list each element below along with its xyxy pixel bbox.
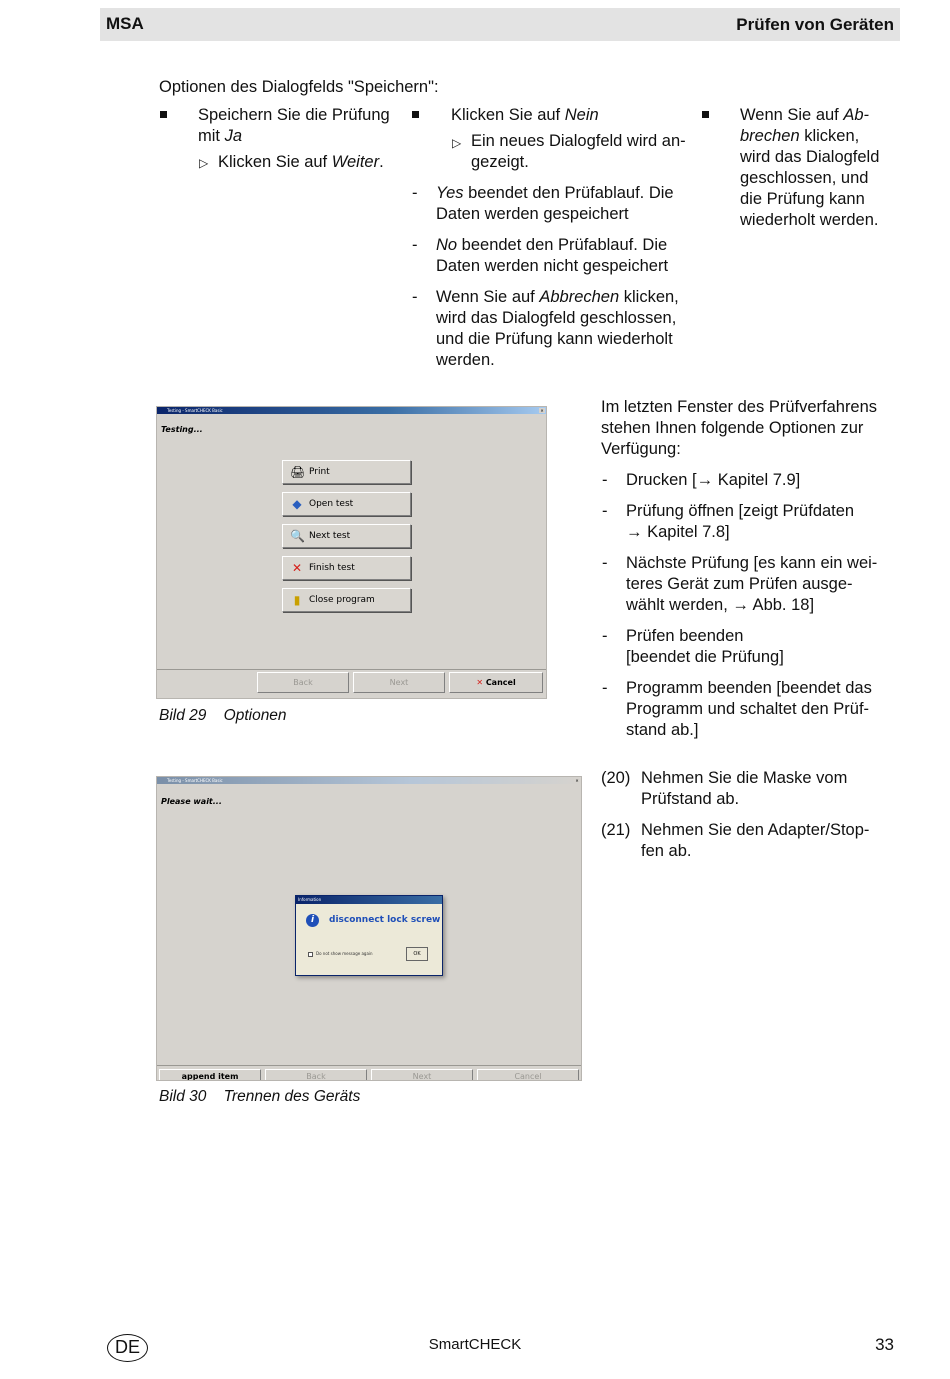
printer-icon: 🖨 (290, 465, 306, 479)
open-test-button[interactable]: ◆ Open test (282, 492, 411, 516)
diamond-icon: ◆ (292, 497, 302, 511)
option-open-test: Prüfung öffnen [zeigt Prüfdaten → Kapitel 7.8] (626, 502, 855, 541)
col2-option-cancel: Wenn Sie auf Abbrechen klicken, wird das Dialogfeld geschlossen, und die Prüfung kann wiederholt werden. (436, 288, 679, 369)
options-window-screenshot (156, 406, 547, 699)
page-header (100, 8, 900, 41)
window-bottom-divider (157, 669, 546, 670)
disconnect-window-screenshot (156, 776, 582, 1081)
option-close-program: Programm beenden [beendet das Programm und schaltet den Prüf- stand ab.] (626, 679, 872, 739)
col2-item: Klicken Sie auf Nein (451, 106, 599, 124)
ok-button[interactable]: OK (406, 947, 428, 961)
back-button[interactable]: Back (265, 1069, 367, 1081)
figure-caption: Bild 29 Optionen (159, 707, 287, 724)
red-x-icon: ✕ (476, 678, 484, 687)
cancel-button[interactable]: ✕ Cancel (449, 672, 543, 693)
window-bottom-divider (157, 1065, 581, 1066)
options-intro: Im letzten Fenster des Prüfverfahrens stehen Ihnen folgende Optionen zur Verfügung: (601, 398, 878, 458)
dialog-titlebar: Information (296, 896, 442, 904)
header-section-title: Prüfen von Geräten (736, 15, 894, 34)
append-item-button[interactable]: append item (159, 1069, 261, 1081)
window-status: Please wait... (161, 797, 222, 806)
page-number: 33 (875, 1335, 894, 1354)
col2-option-yes: Yes beendet den Prüfablauf. Die Daten werden gespeichert (436, 184, 674, 223)
language-badge: DE (107, 1334, 148, 1362)
dash-bullet: - (602, 471, 608, 489)
dialog-message: disconnect lock screw (329, 915, 441, 925)
dash-bullet: - (602, 554, 608, 572)
step-21-text: Nehmen Sie den Adapter/Stop- fen ab. (641, 821, 870, 860)
intro-text: Optionen des Dialogfelds "Speichern": (159, 78, 439, 96)
cancel-button[interactable]: Cancel (477, 1069, 579, 1081)
dont-show-checkbox[interactable] (308, 952, 313, 957)
close-icon[interactable]: ✕ (540, 408, 544, 413)
exit-door-icon: ▮ (293, 593, 301, 607)
red-x-icon: ✕ (291, 561, 303, 575)
next-button[interactable]: Next (371, 1069, 473, 1081)
bullet-square (702, 111, 709, 118)
step-21-number: (21) (601, 821, 631, 839)
dash-bullet: - (602, 627, 608, 645)
dash-bullet: - (412, 288, 418, 306)
step-20-text: Nehmen Sie die Maske vom Prüfstand ab. (641, 769, 848, 808)
bullet-square (160, 111, 167, 118)
information-dialog (295, 895, 443, 976)
finish-test-button[interactable]: ✕ Finish test (282, 556, 411, 580)
col1-item: Speichern Sie die Prüfung mit Ja (198, 106, 390, 145)
header-brand: MSA (106, 14, 144, 33)
dash-bullet: - (602, 502, 608, 520)
window-status: Testing... (161, 425, 203, 434)
dash-bullet: - (412, 184, 418, 202)
close-program-button[interactable]: ▮ Close program (282, 588, 411, 612)
option-next-test: Nächste Prüfung [es kann ein wei- teres Gerät zum Prüfen ausge- wählt werden, → Abb. 18] (626, 554, 878, 614)
close-icon[interactable]: ✕ (575, 778, 579, 783)
back-button[interactable]: Back (257, 672, 349, 693)
option-print: Drucken [→ Kapitel 7.9] (626, 471, 801, 489)
step-20-number: (20) (601, 769, 631, 787)
window-titlebar: Testing - SmartCHECK Basic ✕ (157, 407, 546, 414)
footer-product: SmartCHECK (428, 1336, 522, 1353)
triangle-bullet-icon: ▷ (452, 136, 462, 150)
bullet-square (412, 111, 419, 118)
option-finish-test: Prüfen beenden [beendet die Prüfung] (626, 627, 784, 666)
window-titlebar: Testing - SmartCHECK Basic ✕ (157, 777, 581, 784)
print-button[interactable]: 🖨 Print (282, 460, 411, 484)
dash-bullet: - (602, 679, 608, 697)
next-test-button[interactable]: 🔍 Next test (282, 524, 411, 548)
info-icon: i (306, 914, 319, 927)
triangle-bullet-icon: ▷ (199, 156, 209, 170)
dont-show-label: Do not show message again (316, 951, 373, 956)
next-button[interactable]: Next (353, 672, 445, 693)
col3-item: Wenn Sie auf Ab- brechen klicken, wird das Dialogfeld geschlossen, und die Prüfung kann wiederholt werden. (740, 106, 880, 229)
col2-option-no: No beendet den Prüfablauf. Die Daten werden nicht gespeichert (436, 236, 669, 275)
magnifier-icon: 🔍 (290, 529, 305, 543)
col2-subitem: Ein neues Dialogfeld wird an- gezeigt. (471, 132, 686, 171)
col1-subitem: Klicken Sie auf Weiter. (218, 153, 384, 171)
dash-bullet: - (412, 236, 418, 254)
figure-caption: Bild 30 Trennen des Geräts (159, 1088, 361, 1105)
